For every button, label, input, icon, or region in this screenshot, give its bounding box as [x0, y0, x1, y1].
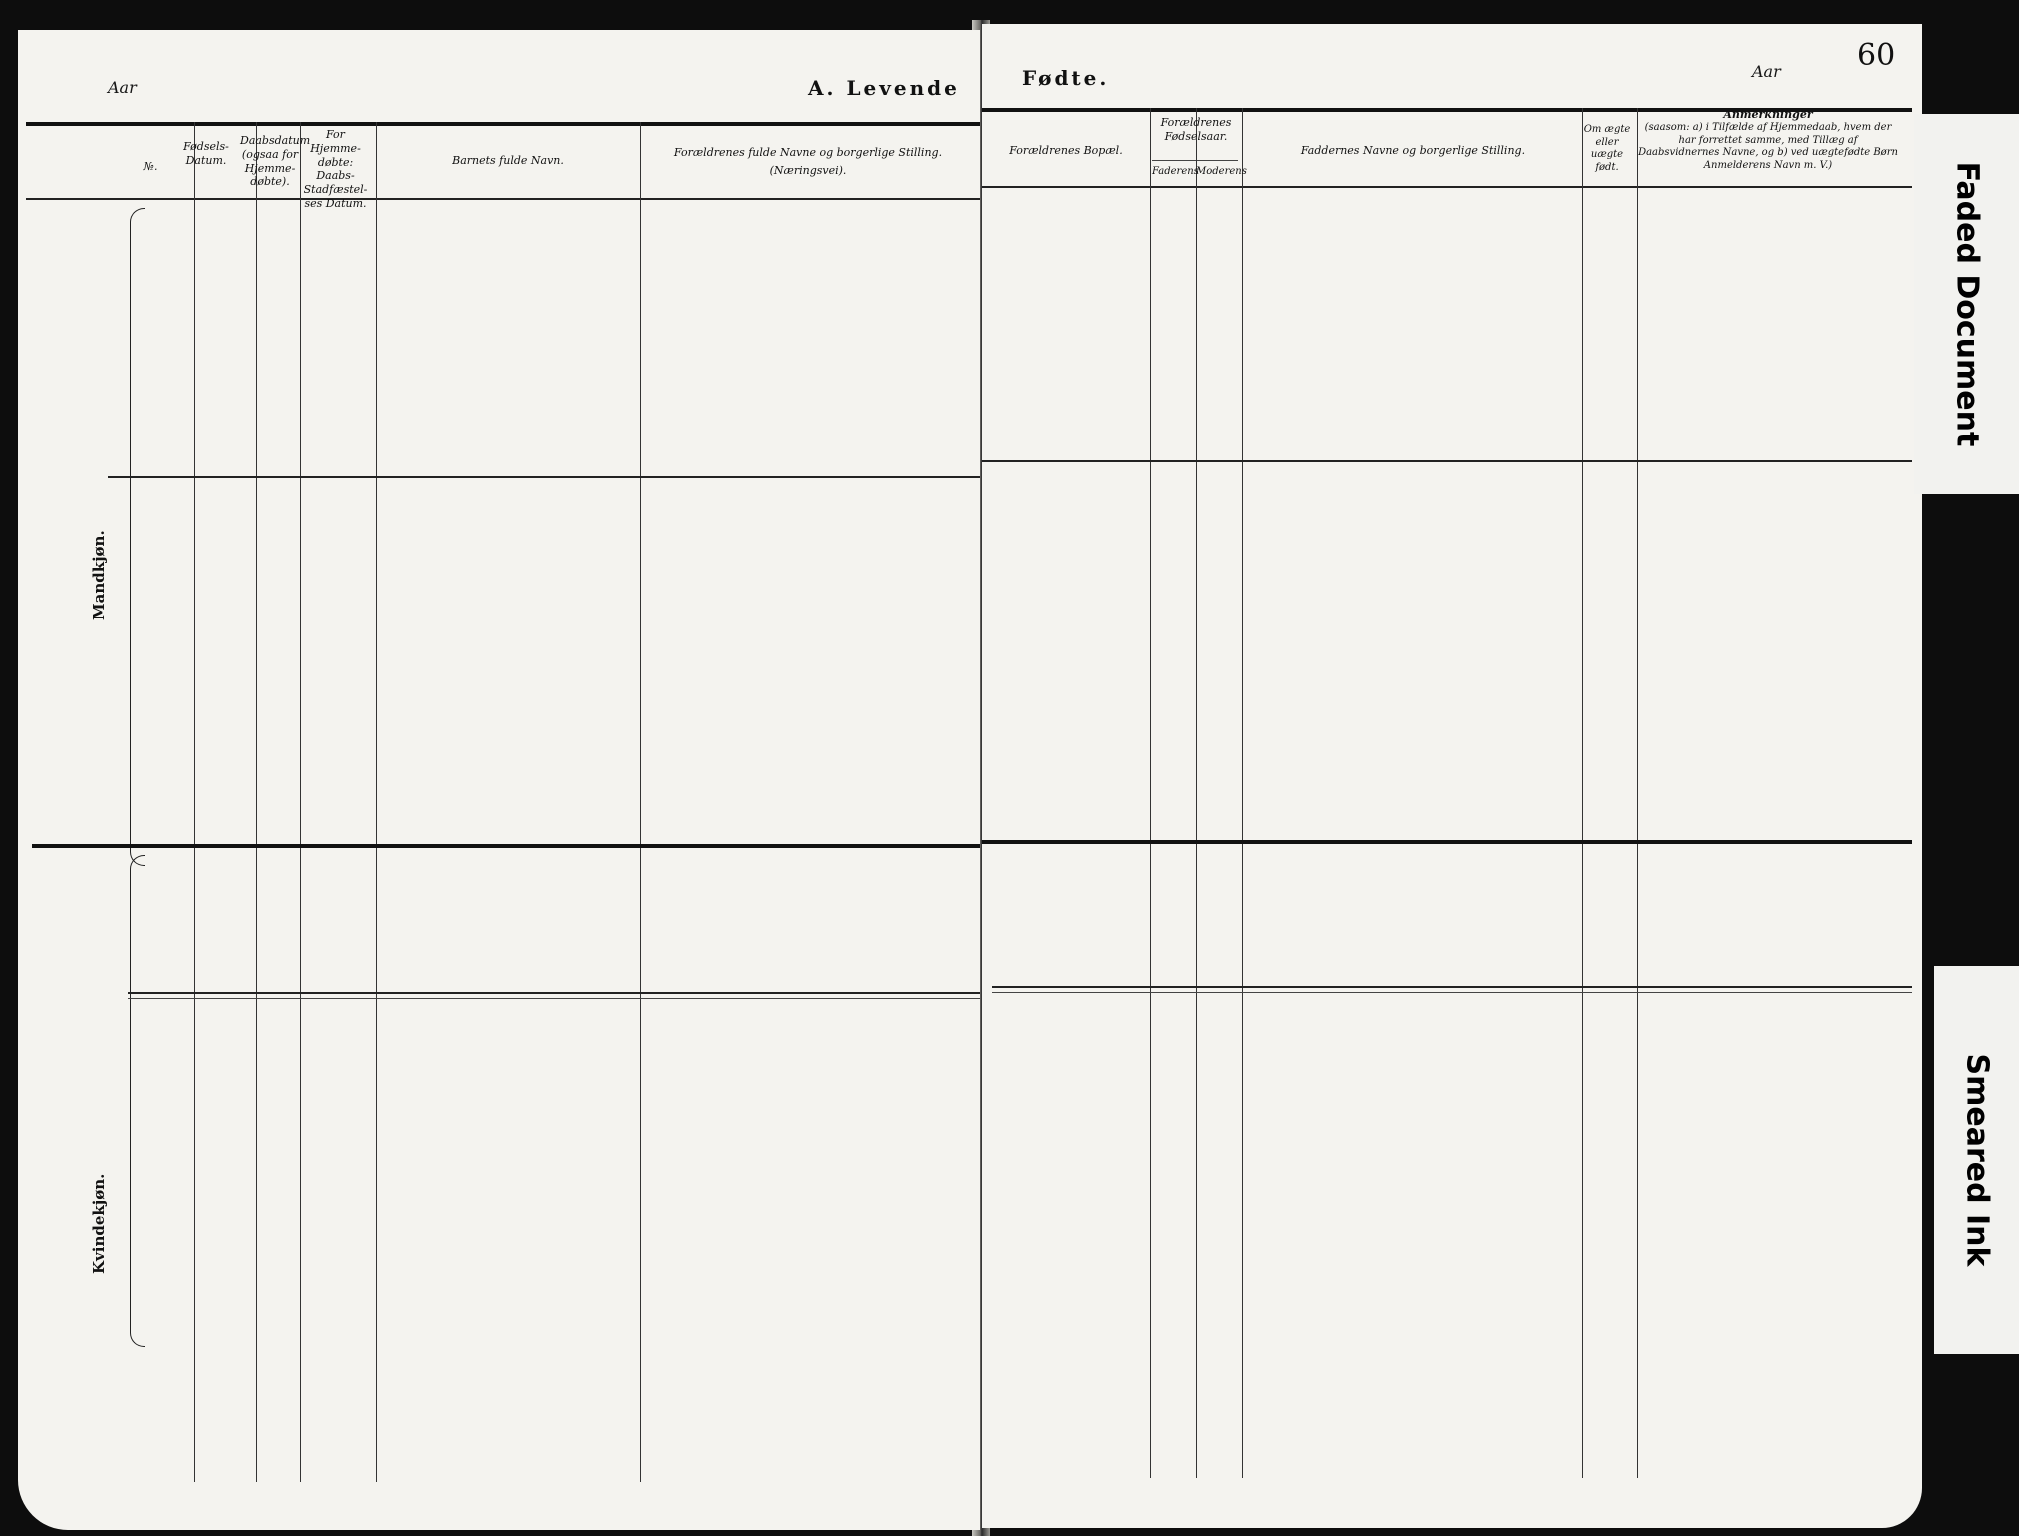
- header-anmerkninger-title: Anmerkninger: [1723, 108, 1813, 121]
- right-column-line: [1150, 108, 1151, 1478]
- page-number: 60: [1857, 38, 1896, 73]
- aar-label-right: Aar: [1752, 62, 1781, 81]
- male-female-divider: [32, 844, 980, 848]
- male-brace: [130, 208, 145, 866]
- right-register-page: [982, 24, 1922, 1528]
- left-column-line: [640, 122, 641, 1482]
- right-female-year-divider: [992, 986, 1912, 988]
- header-foedselsaar: Forældrenes Fødselsaar.: [1160, 116, 1232, 143]
- right-column-line: [1637, 108, 1638, 1478]
- header-foedsels-datum: Fødsels-Datum.: [183, 140, 229, 167]
- female-brace: [130, 855, 145, 1347]
- header-faddere: Faddernes Navne og borgerlige Stilling.: [1300, 144, 1526, 157]
- left-column-line: [376, 122, 377, 1482]
- left-register-page: [18, 30, 980, 1530]
- right-column-line: [1242, 108, 1243, 1478]
- section-label-male: Mandkjøn.: [90, 530, 108, 620]
- header-faderens: Faderens: [1152, 166, 1199, 177]
- page-title-right: Fødte.: [1022, 66, 1110, 90]
- header-hjemmedoebte: For Hjemme-døbte: Daabs-Stadfæstel-ses Datum.: [303, 128, 368, 210]
- left-column-line: [300, 122, 301, 1482]
- header-bottom-rule: [26, 198, 980, 200]
- header-naeringsvei: (Næringsvei).: [769, 164, 847, 177]
- right-header-bottom-rule: [982, 186, 1912, 188]
- header-daabs-datum: Daabsdatum (ogsaa for Hjemme-døbte).: [240, 134, 311, 189]
- right-column-line: [1196, 108, 1197, 1478]
- header-moderens: Moderens: [1196, 166, 1247, 177]
- header-anmerkninger: (saasom: a) i Tilfælde af Hjemmedaab, hvem der har forrettet samme, med Tillæg af Daabsvidnernes Navne, og b) ved uægtefødte Børn Anmelderens Navn m. V.): [1638, 122, 1898, 171]
- smeared-ink-tab[interactable]: [1934, 966, 2019, 1354]
- header-bopael: Forældrenes Bopæl.: [1009, 144, 1123, 157]
- page-title-left: A. Levende: [808, 76, 960, 100]
- section-label-female: Kvindekjøn.: [90, 1173, 108, 1274]
- right-male-year-divider: [982, 460, 1912, 462]
- faded-document-tab[interactable]: [1914, 114, 2019, 494]
- header-aegte: Om ægte eller uægte født.: [1583, 124, 1631, 173]
- header-foraeldrenes-navn: Forældrenes fulde Navne og borgerlige Stilling.: [673, 146, 943, 159]
- smeared-ink-label: Smeared Ink: [1959, 1053, 1994, 1267]
- header-top-rule: [26, 122, 980, 126]
- header-barnets-navn: Barnets fulde Navn.: [452, 154, 564, 167]
- left-column-line: [194, 122, 195, 1482]
- left-column-line: [256, 122, 257, 1482]
- header-no: №.: [143, 160, 158, 173]
- right-male-female-divider: [982, 840, 1912, 844]
- female-year-divider: [128, 992, 980, 994]
- right-column-line: [1582, 108, 1583, 1478]
- faded-document-label: Faded Document: [1949, 161, 1984, 447]
- aar-label-left: Aar: [108, 78, 137, 97]
- male-year-divider: [108, 476, 980, 478]
